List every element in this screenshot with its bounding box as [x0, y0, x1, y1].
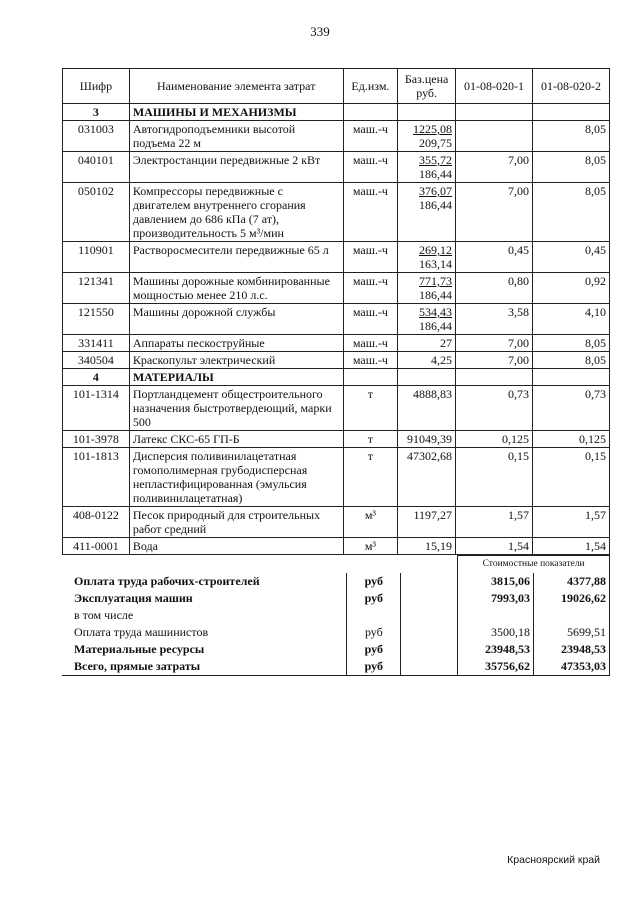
cell-price [398, 335, 456, 352]
cell-code: 408-0122 [63, 507, 130, 538]
summary-col1: 7993,03 [458, 590, 534, 607]
header-unit: Ед.изм. [343, 69, 398, 104]
summary-col1: 35756,62 [458, 658, 534, 676]
cell-code: 110901 [63, 242, 130, 273]
table-row [63, 352, 610, 369]
table-row [63, 335, 610, 352]
cell-col1: 0,15 [456, 448, 533, 507]
empty-cell [398, 369, 456, 386]
header-price: Баз.цена руб. [398, 69, 456, 104]
summary-col2: 4377,88 [534, 573, 610, 590]
cell-code: 101-3978 [63, 431, 130, 448]
cell-col1: 7,00 [456, 183, 533, 242]
table-row [63, 304, 610, 335]
section-number: 4 [63, 369, 130, 386]
table-row [63, 538, 610, 555]
cell-col2: 8,05 [532, 121, 609, 152]
cell-name: Песок природный для строительных работ средний [129, 507, 343, 538]
table-header-row [63, 69, 610, 104]
cell-price [398, 538, 456, 555]
price-value: 376,07 [419, 184, 452, 198]
cell-unit: м³ [343, 538, 398, 555]
region-footer: Красноярский край [507, 854, 600, 866]
cell-col2: 8,05 [532, 183, 609, 242]
section-row [63, 369, 610, 386]
summary-header-row [62, 556, 610, 574]
cell-unit: маш.-ч [343, 304, 398, 335]
summary-row [62, 607, 610, 624]
cell-col2: 1,54 [532, 538, 609, 555]
table-row [63, 121, 610, 152]
summary-unit: руб [347, 641, 401, 658]
price-secondary: 186,44 [419, 167, 452, 181]
empty-cell [401, 556, 458, 574]
summary-row [62, 658, 610, 676]
cell-unit: т [343, 431, 398, 448]
summary-row [62, 641, 610, 658]
resource-table [62, 68, 610, 555]
cell-price [398, 242, 456, 273]
price-secondary: 186,44 [419, 288, 452, 302]
cell-name: Латекс СКС-65 ГП-Б [129, 431, 343, 448]
cell-unit: т [343, 386, 398, 431]
cell-price [398, 183, 456, 242]
cell-price [398, 121, 456, 152]
summary-name: Оплата труда машинистов [74, 625, 209, 639]
empty-cell [401, 624, 458, 641]
cell-col2: 0,125 [532, 431, 609, 448]
summary-unit: руб [347, 573, 401, 590]
cell-col2: 8,05 [532, 152, 609, 183]
cell-name: Растворосмесители передвижные 65 л [129, 242, 343, 273]
empty-cell [456, 369, 533, 386]
summary-col1: 3815,06 [458, 573, 534, 590]
empty-cell [401, 607, 458, 624]
cell-code: 101-1813 [63, 448, 130, 507]
price-value: 534,43 [419, 305, 452, 319]
empty-cell [62, 556, 347, 574]
cell-name: Компрессоры передвижные с двигателем внутреннего сгорания давлением до 686 кПа (7 ат), производительность 5 м³/мин [129, 183, 343, 242]
summary-name: Всего, прямые затраты [62, 658, 347, 676]
empty-cell [343, 369, 398, 386]
price-value: 15,19 [425, 539, 452, 553]
cell-col2: 8,05 [532, 335, 609, 352]
price-value: 4,25 [431, 353, 452, 367]
cell-unit: маш.-ч [343, 121, 398, 152]
summary-unit: руб [347, 658, 401, 676]
cell-code: 031003 [63, 121, 130, 152]
header-col2: 01-08-020-2 [532, 69, 609, 104]
summary-col2: 19026,62 [534, 590, 610, 607]
cell-name: Аппараты пескоструйные [129, 335, 343, 352]
cell-price [398, 448, 456, 507]
cell-name: Машины дорожные комбинированные мощностью менее 210 л.с. [129, 273, 343, 304]
price-value: 91049,39 [407, 432, 452, 446]
cell-unit: маш.-ч [343, 152, 398, 183]
price-value: 269,12 [419, 243, 452, 257]
header-col1: 01-08-020-1 [456, 69, 533, 104]
table-row [63, 386, 610, 431]
cell-unit: маш.-ч [343, 273, 398, 304]
page-number: 339 [310, 24, 330, 39]
cell-price [398, 152, 456, 183]
price-value: 4888,83 [413, 387, 452, 401]
cell-col2: 0,92 [532, 273, 609, 304]
summary-table [62, 555, 610, 676]
section-title: МАТЕРИАЛЫ [129, 369, 343, 386]
empty-cell [401, 658, 458, 676]
empty-cell [401, 573, 458, 590]
summary-row [62, 590, 610, 607]
summary-col1 [458, 607, 534, 624]
cell-code: 040101 [63, 152, 130, 183]
cell-name: Машины дорожной службы [129, 304, 343, 335]
table-row [63, 448, 610, 507]
price-secondary: 163,14 [419, 257, 452, 271]
cell-unit: м³ [343, 507, 398, 538]
price-value: 771,73 [419, 274, 452, 288]
cell-col1: 1,57 [456, 507, 533, 538]
summary-name: в том числе [74, 608, 134, 622]
cell-col1: 7,00 [456, 152, 533, 183]
price-value: 1225,08 [413, 122, 452, 136]
summary-col2: 5699,51 [534, 624, 610, 641]
cell-code: 331411 [63, 335, 130, 352]
summary-unit: руб [347, 624, 401, 641]
empty-cell [456, 104, 533, 121]
cell-name: Электростанции передвижные 2 кВт [129, 152, 343, 183]
cell-col2: 0,73 [532, 386, 609, 431]
price-value: 47302,68 [407, 449, 452, 463]
cell-name: Автогидроподъемники высотой подъема 22 м [129, 121, 343, 152]
header-name: Наименование элемента затрат [129, 69, 343, 104]
empty-cell [401, 590, 458, 607]
cell-col1: 0,80 [456, 273, 533, 304]
section-number: 3 [63, 104, 130, 121]
summary-name: Оплата труда рабочих-строителей [74, 574, 260, 588]
cell-code: 340504 [63, 352, 130, 369]
cell-col2: 8,05 [532, 352, 609, 369]
empty-cell [398, 104, 456, 121]
summary-unit [347, 607, 401, 624]
empty-cell [532, 104, 609, 121]
price-value: 27 [440, 336, 452, 350]
summary-col2 [534, 607, 610, 624]
cell-code: 101-1314 [63, 386, 130, 431]
summary-row [62, 624, 610, 641]
cell-col1: 7,00 [456, 335, 533, 352]
cell-col2: 4,10 [532, 304, 609, 335]
summary-header: Стоимостные показатели [458, 556, 610, 574]
section-row [63, 104, 610, 121]
summary-unit: руб [347, 590, 401, 607]
summary-col2: 23948,53 [534, 641, 610, 658]
cell-unit: маш.-ч [343, 242, 398, 273]
price-secondary: 209,75 [419, 136, 452, 150]
price-value: 1197,27 [413, 508, 452, 522]
cell-name: Краскопульт электрический [129, 352, 343, 369]
cell-unit: т [343, 448, 398, 507]
price-value: 355,72 [419, 153, 452, 167]
empty-cell [532, 369, 609, 386]
cell-col1: 0,45 [456, 242, 533, 273]
empty-cell [343, 104, 398, 121]
summary-col1: 3500,18 [458, 624, 534, 641]
cell-price [398, 273, 456, 304]
summary-row [62, 573, 610, 590]
price-secondary: 186,44 [419, 319, 452, 333]
cell-unit: маш.-ч [343, 352, 398, 369]
table-row [63, 152, 610, 183]
summary-col1: 23948,53 [458, 641, 534, 658]
empty-cell [347, 556, 401, 574]
cell-col1: 1,54 [456, 538, 533, 555]
cell-code: 121341 [63, 273, 130, 304]
table-row [63, 273, 610, 304]
summary-name: Материальные ресурсы [74, 642, 205, 656]
table-row [63, 183, 610, 242]
cell-col2: 1,57 [532, 507, 609, 538]
price-secondary: 186,44 [419, 198, 452, 212]
cell-unit: маш.-ч [343, 335, 398, 352]
cell-col2: 0,45 [532, 242, 609, 273]
header-code: Шифр [63, 69, 130, 104]
summary-col2: 47353,03 [534, 658, 610, 676]
empty-cell [401, 641, 458, 658]
cell-price [398, 386, 456, 431]
cell-code: 411-0001 [63, 538, 130, 555]
cell-col1: 0,73 [456, 386, 533, 431]
cell-price [398, 352, 456, 369]
cell-col1: 3,58 [456, 304, 533, 335]
cell-col1: 0,125 [456, 431, 533, 448]
table-row [63, 242, 610, 273]
cell-price [398, 304, 456, 335]
cell-code: 121550 [63, 304, 130, 335]
cell-name: Вода [129, 538, 343, 555]
section-title: МАШИНЫ И МЕХАНИЗМЫ [129, 104, 343, 121]
table-row [63, 507, 610, 538]
cell-price [398, 431, 456, 448]
cell-unit: маш.-ч [343, 183, 398, 242]
cell-col1 [456, 121, 533, 152]
summary-name: Эксплуатация машин [74, 591, 193, 605]
cell-col1: 7,00 [456, 352, 533, 369]
cell-code: 050102 [63, 183, 130, 242]
cell-name: Дисперсия поливинилацетатная гомополимерная грубодисперсная непластифицированная (эмульсия поливинилацетатная) [129, 448, 343, 507]
cell-col2: 0,15 [532, 448, 609, 507]
table-row [63, 431, 610, 448]
cell-name: Портландцемент общестроительного назначения быстротвердеющий, марки 500 [129, 386, 343, 431]
cell-price [398, 507, 456, 538]
